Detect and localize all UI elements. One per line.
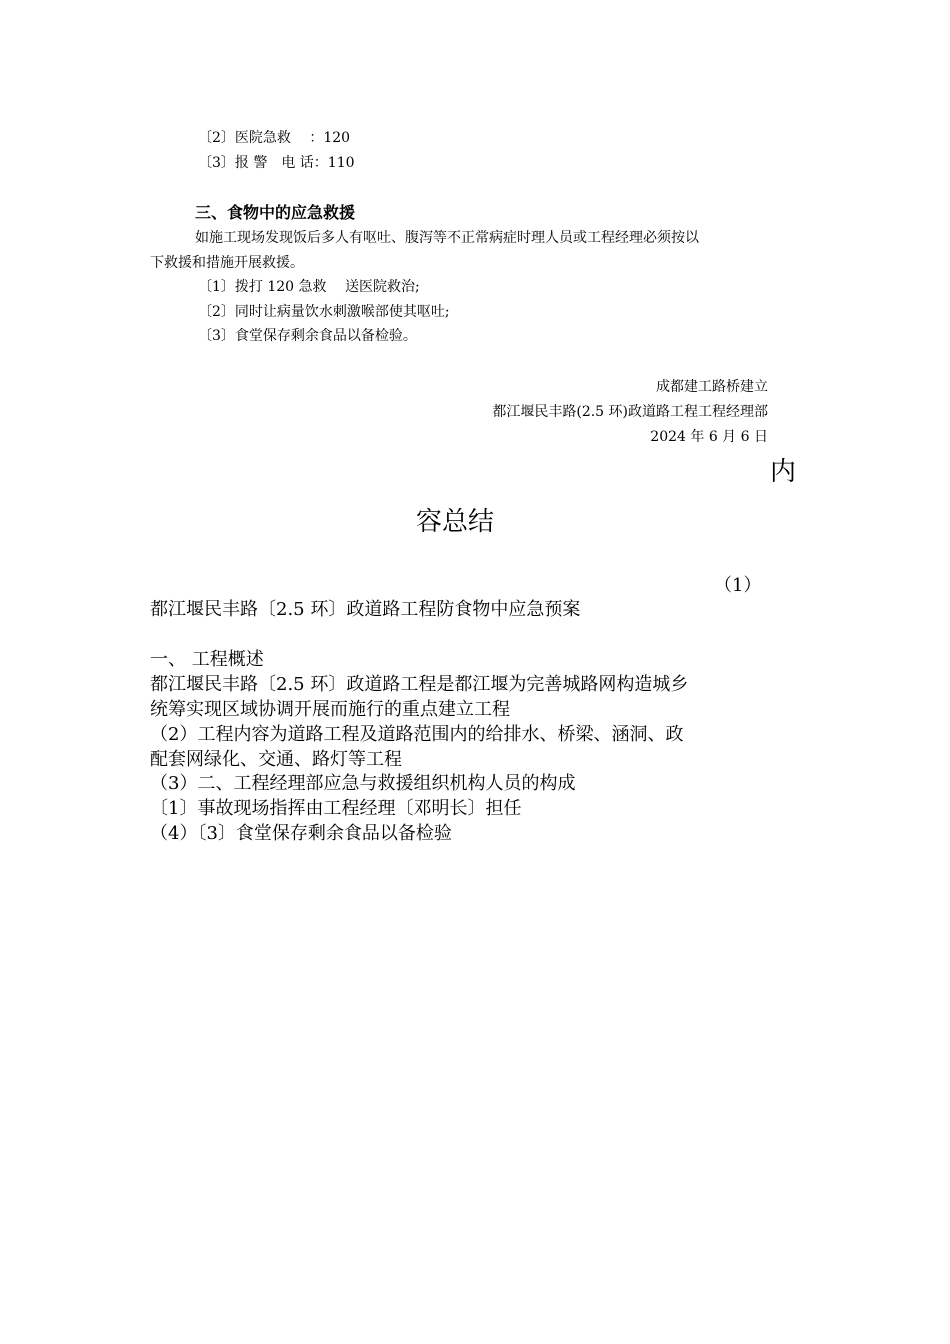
summary-line: 一、 工程概述	[150, 649, 264, 670]
step-item: 〔3〕食堂保存剩余食品以备检验。	[198, 328, 417, 344]
summary-title-part2: 容总结	[416, 507, 495, 537]
section-intro-line2: 下救援和措施开展救援。	[150, 255, 304, 271]
summary-line: 都江堰民丰路〔2.5 环〕政道路工程是都江堰为完善城路网构造城乡	[150, 674, 689, 695]
summary-index: （1）	[714, 575, 762, 596]
summary-line: （3）二、工程经理部应急与救援组织机构人员的构成	[150, 773, 576, 794]
signature-date: 2024 年 6 月 6 日	[650, 429, 768, 445]
summary-line: 都江堰民丰路〔2.5 环〕政道路工程防食物中应急预案	[150, 599, 581, 620]
section-intro-line1: 如施工现场发现饭后多人有呕吐、腹泻等不正常病症时理人员或工程经理必须按以	[195, 230, 699, 246]
summary-line: 统筹实现区域协调开展而施行的重点建立工程	[150, 699, 510, 720]
summary-line: （4）〔3〕食堂保存剩余食品以备检验	[150, 823, 452, 844]
summary-line: 配套网绿化、交通、路灯等工程	[150, 749, 402, 770]
contact-police: 〔3〕报 警 电 话：110	[198, 155, 355, 171]
summary-line: （2）工程内容为道路工程及道路范围内的给排水、桥梁、涵洞、政	[150, 724, 684, 745]
section-heading: 三、食物中的应急救援	[195, 203, 356, 222]
signature-company: 成都建工路桥建立	[656, 379, 768, 395]
step-item: 〔2〕同时让病量饮水刺激喉部使其呕吐;	[198, 304, 450, 320]
step-item: 〔1〕拨打 120 急救 送医院救治;	[198, 279, 420, 295]
signature-department: 都江堰民丰路(2.5 环)政道路工程工程经理部	[492, 404, 768, 420]
summary-line: 〔1〕事故现场指挥由工程经理〔邓明长〕担任	[150, 798, 522, 819]
contact-hospital: 〔2〕医院急救 ：120	[198, 130, 351, 146]
summary-title-part1: 内	[770, 457, 797, 487]
